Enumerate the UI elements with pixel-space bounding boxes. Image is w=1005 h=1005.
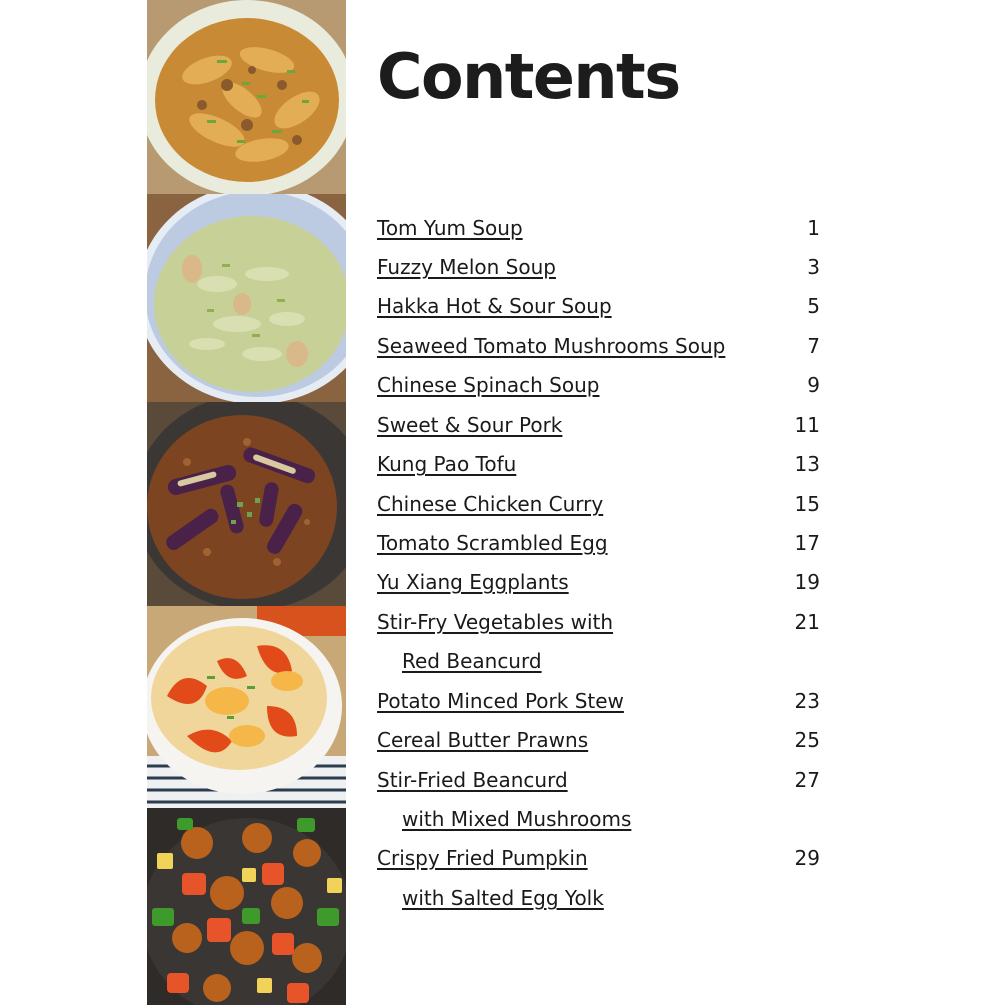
toc-entry-title[interactable]: Tomato Scrambled Egg: [377, 531, 608, 555]
toc-entry-page: 7: [807, 334, 820, 358]
toc-entry-page: 5: [807, 294, 820, 318]
toc-entry[interactable]: [377, 564, 822, 600]
toc-entry-continuation[interactable]: [377, 880, 822, 916]
toc-entry[interactable]: [377, 210, 822, 246]
toc-entry[interactable]: [377, 525, 822, 561]
toc-entry[interactable]: [377, 367, 822, 403]
toc-entry-title[interactable]: with Salted Egg Yolk: [402, 886, 604, 910]
toc-entry[interactable]: [377, 328, 822, 364]
toc-entry-page: 29: [794, 846, 820, 870]
toc-entry[interactable]: [377, 446, 822, 482]
toc-entry-title[interactable]: Cereal Butter Prawns: [377, 728, 589, 752]
toc-entry[interactable]: [377, 722, 822, 758]
toc-entry[interactable]: [377, 683, 822, 719]
toc-entry[interactable]: [377, 840, 822, 876]
toc-entry-title[interactable]: Seaweed Tomato Mushrooms Soup: [377, 334, 726, 358]
toc-entry[interactable]: [377, 407, 822, 443]
toc-entry-title[interactable]: Stir-Fry Vegetables with: [377, 610, 614, 634]
toc-entry[interactable]: [377, 249, 822, 285]
toc-entry-title[interactable]: Fuzzy Melon Soup: [377, 255, 556, 279]
fuzzy-melon-soup-photo: [147, 194, 346, 402]
toc-entry-continuation[interactable]: [377, 801, 822, 837]
toc-entry[interactable]: [377, 288, 822, 324]
toc-entry[interactable]: [377, 762, 822, 798]
toc-entry-page: 19: [794, 570, 820, 594]
toc-entry-title[interactable]: Sweet & Sour Pork: [377, 413, 563, 437]
photo-strip: [147, 0, 346, 1005]
toc-entry-title[interactable]: Chinese Chicken Curry: [377, 492, 604, 516]
toc-entry-page: 1: [807, 216, 820, 240]
toc-entry-page: 27: [794, 768, 820, 792]
toc-entry-title[interactable]: Chinese Spinach Soup: [377, 373, 600, 397]
toc-entry-continuation[interactable]: [377, 643, 822, 679]
toc-entry-page: 23: [794, 689, 820, 713]
toc-entry-page: 25: [794, 728, 820, 752]
toc-entry-title[interactable]: Stir-Fried Beancurd: [377, 768, 568, 792]
page-title: Contents: [377, 40, 680, 113]
toc-entry-title[interactable]: Red Beancurd: [402, 649, 542, 673]
eggplant-photo: [147, 402, 346, 606]
toc-entry-page: 9: [807, 373, 820, 397]
toc-entry-title[interactable]: Hakka Hot & Sour Soup: [377, 294, 612, 318]
toc-entry-title[interactable]: Tom Yum Soup: [377, 216, 523, 240]
toc-entry[interactable]: [377, 604, 822, 640]
toc-entry-title[interactable]: Kung Pao Tofu: [377, 452, 517, 476]
toc-entry-page: 15: [794, 492, 820, 516]
toc-entry-title[interactable]: with Mixed Mushrooms: [402, 807, 632, 831]
sweet-sour-pork-photo: [147, 808, 346, 1005]
toc-entry-title[interactable]: Crispy Fried Pumpkin: [377, 846, 588, 870]
toc-entry-page: 21: [794, 610, 820, 634]
toc-entry-title[interactable]: Potato Minced Pork Stew: [377, 689, 624, 713]
toc-entry[interactable]: [377, 486, 822, 522]
potato-stir-fry-photo: [147, 0, 346, 194]
tomato-egg-photo: [147, 606, 346, 808]
toc-entry-page: 11: [794, 413, 820, 437]
toc-entry-page: 13: [794, 452, 820, 476]
toc-entry-page: 3: [807, 255, 820, 279]
toc-entry-page: 17: [794, 531, 820, 555]
toc-entry-title[interactable]: Yu Xiang Eggplants: [377, 570, 569, 594]
